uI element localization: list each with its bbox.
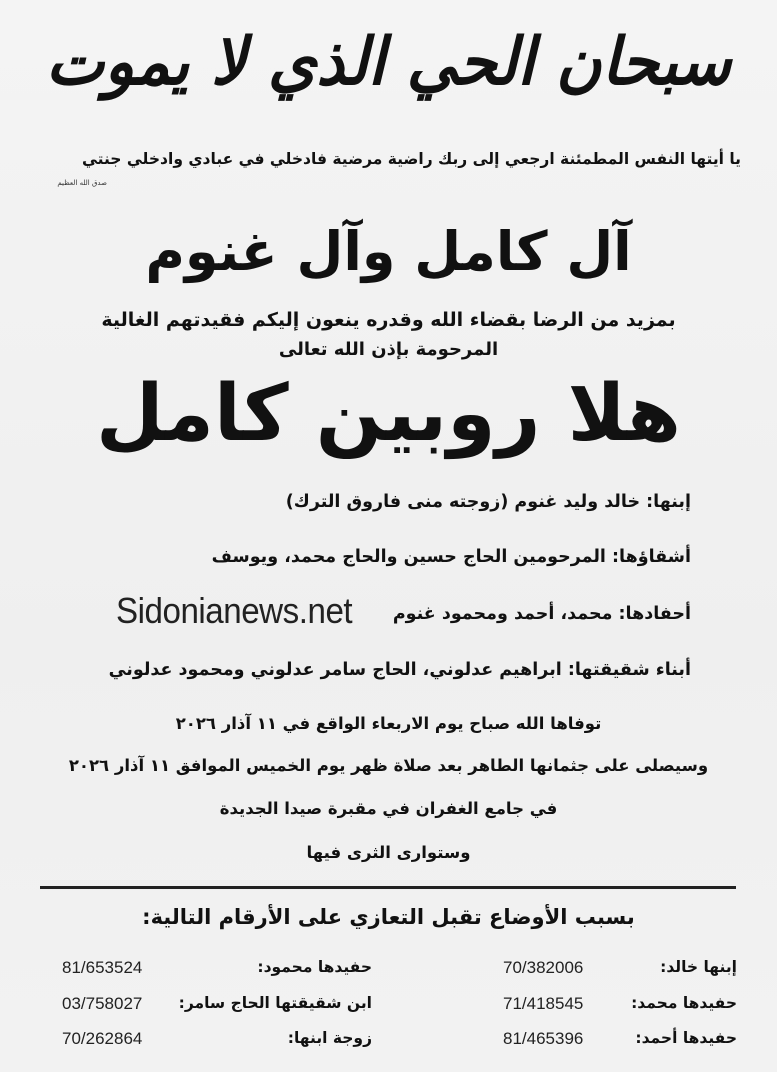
- verse-reference: صدق الله العظيم: [57, 179, 107, 187]
- contact-number[interactable]: 03/758027: [62, 994, 143, 1013]
- contact-number[interactable]: 81/465396: [503, 1029, 584, 1048]
- intro-line-2: المرحومة بإذن الله تعالى: [278, 339, 499, 360]
- intro-line-1: بمزيد من الرضا بقضاء الله وقدره ينعون إليكم فقيدتهم الغالية: [101, 309, 676, 331]
- contact-number[interactable]: 70/382006: [503, 958, 584, 977]
- condolences-heading: بسبب الأوضاع تقبل التعازي على الأرقام التالية:: [142, 905, 635, 929]
- funeral-prayer-line: وسيصلى على جثمانها الطاهر بعد صلاة ظهر يوم الخميس الموافق ١١ آذار ٢٠٢٦: [68, 756, 709, 775]
- relative-label: إبنها:: [646, 492, 691, 512]
- relative-names: محمد، أحمد ومحمود غنوم: [392, 604, 613, 624]
- contact-label: إبنها خالد:: [660, 958, 737, 976]
- contact-label: حفيدها أحمد:: [635, 1029, 737, 1047]
- contact-number[interactable]: 71/418545: [503, 994, 584, 1013]
- section-divider: [40, 886, 736, 889]
- contact-label: حفيدها محمد:: [631, 994, 737, 1012]
- funeral-place-line: في جامع الغفران في مقبرة صيدا الجديدة: [219, 799, 558, 818]
- death-date-line: توفاها الله صباح يوم الاربعاء الواقع في ١١ آذار ٢٠٢٦: [175, 714, 602, 733]
- relative-names: ابراهيم عدلوني، الحاج سامر عدلوني ومحمود عدلوني: [108, 660, 562, 680]
- relative-siblings: [212, 547, 691, 567]
- contact-label: ابن شقيقتها الحاج سامر:: [178, 994, 372, 1012]
- relative-names: المرحومين الحاج حسين والحاج محمد، ويوسف: [211, 547, 606, 567]
- relative-label: أحفادها:: [618, 604, 691, 624]
- family-names: آل كامل وآل غنوم: [145, 220, 632, 283]
- contact-label: زوجة ابنها:: [287, 1029, 372, 1047]
- contact-label: حفيدها محمود:: [257, 958, 372, 976]
- relative-names: خالد وليد غنوم (زوجته منى فاروق الترك): [285, 492, 641, 512]
- relative-label: أشقاؤها:: [612, 547, 691, 567]
- relative-son: [286, 492, 691, 512]
- deceased-name: هلا روبين كامل: [96, 369, 681, 459]
- site-watermark: Sidonianews.net: [116, 590, 353, 631]
- contact-number[interactable]: 70/262864: [62, 1029, 143, 1048]
- burial-line: وستوارى الثرى فيها: [306, 843, 471, 862]
- relative-label: أبناء شقيقتها:: [567, 660, 691, 680]
- header-calligraphy: سبحان الحي الذي لا يموت: [45, 23, 732, 100]
- relative-nephews: [109, 660, 691, 680]
- contact-number[interactable]: 81/653524: [62, 958, 143, 977]
- quran-verse: يا أيتها النفس المطمئنة ارجعي إلى ربك راضية مرضية فادخلي في عبادي وادخلي جنتي: [81, 150, 741, 168]
- relative-grandsons: [393, 604, 691, 624]
